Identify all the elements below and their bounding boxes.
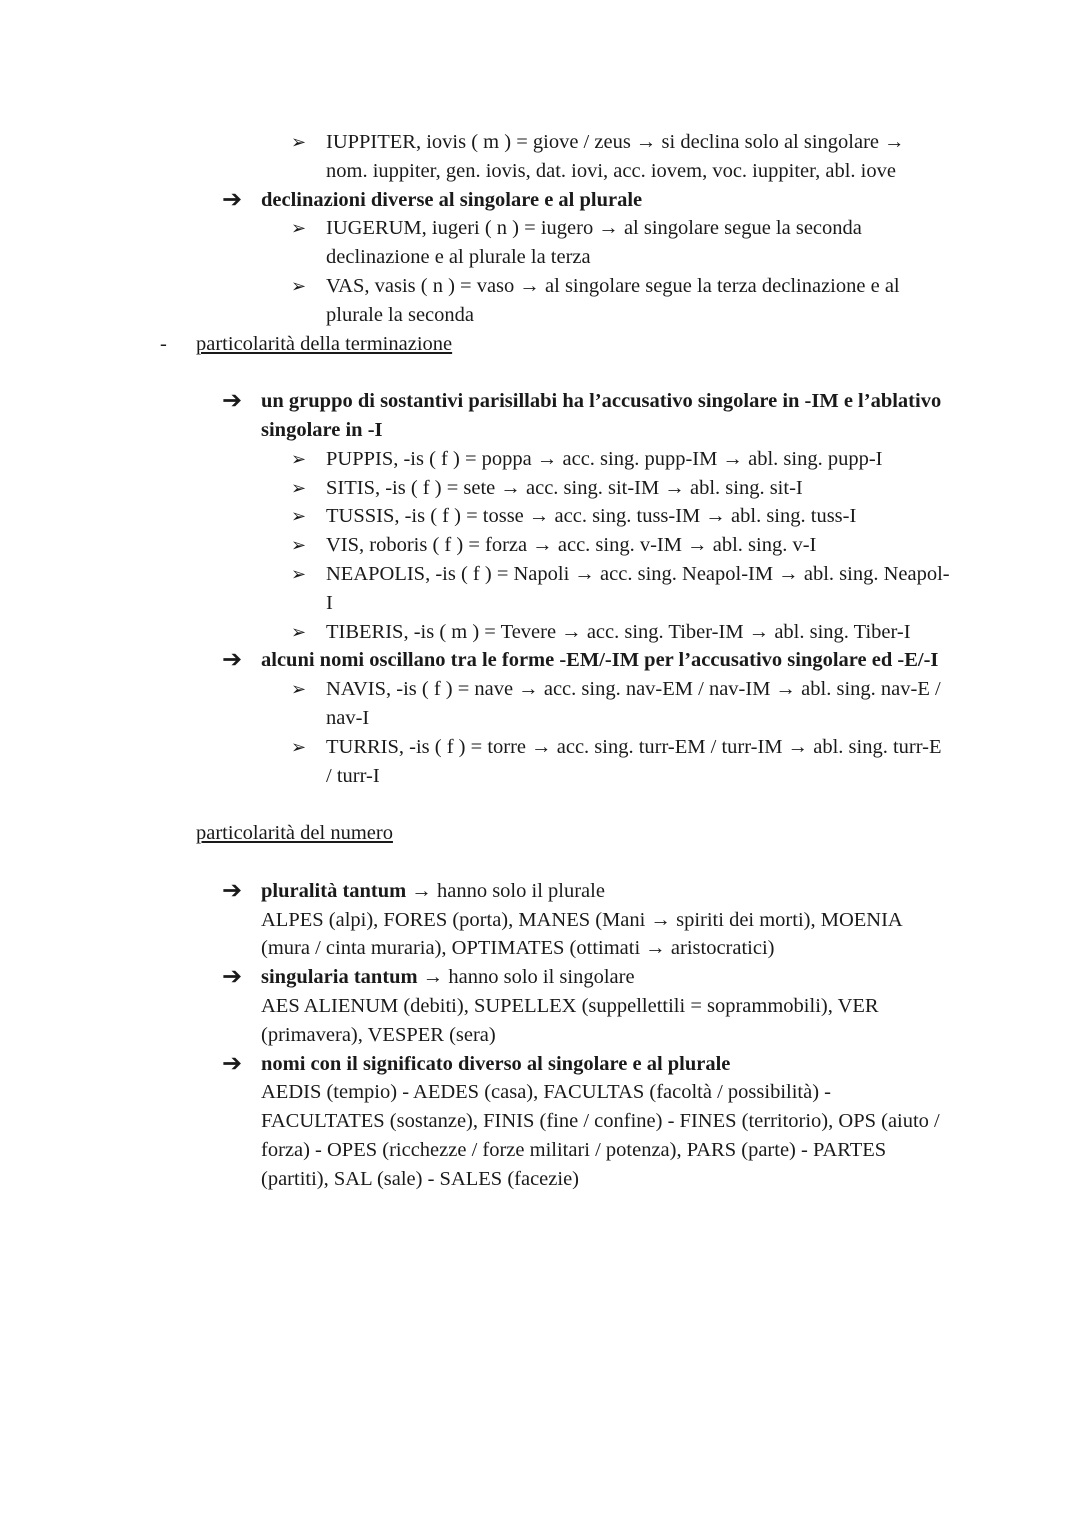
arrow-bullet-icon: ➔ [222, 877, 243, 904]
entry-text: IUPPITER, iovis ( m ) = giove / zeus → si declina solo al singolare → nom. iuppiter, gen. iovis, dat. iovi, acc. iovem, voc. iuppiter, abl. iove [326, 131, 905, 182]
list-item [0, 560, 1080, 618]
spacer [0, 358, 1080, 387]
section-terminazione-title-row [0, 330, 1080, 359]
triangle-bullet-icon: ➢ [291, 679, 307, 700]
spacer [0, 790, 1080, 819]
list-item-group-oscillano [0, 646, 1080, 675]
list-item [0, 214, 1080, 272]
term-heading: singularia tantum [261, 966, 418, 989]
list-item [0, 675, 1080, 733]
entry-text: PUPPIS, -is ( f ) = poppa → acc. sing. pupp-IM → abl. sing. pupp-I [326, 447, 883, 470]
section-heading: un gruppo di sostantivi parisillabi ha l’accusativo singolare in -IM e l’ablativo singolare in -I [261, 390, 942, 441]
triangle-bullet-icon: ➢ [291, 477, 307, 498]
spacer [0, 848, 1080, 877]
triangle-bullet-icon: ➢ [291, 621, 307, 642]
arrow-bullet-icon: ➔ [222, 647, 243, 674]
term-description: → hanno solo il singolare [417, 966, 635, 989]
term-heading: nomi con il significato diverso al singolare e al plurale [261, 1052, 731, 1075]
term-heading: pluralità tantum [261, 879, 407, 902]
arrow-bullet-icon: ➔ [222, 1050, 243, 1077]
triangle-bullet-icon: ➢ [291, 535, 307, 556]
list-item [0, 502, 1080, 531]
list-item [0, 531, 1080, 560]
section-title: particolarità del numero [196, 822, 393, 845]
list-item-group-im [0, 387, 1080, 445]
arrow-bullet-icon: ➔ [222, 388, 243, 415]
triangle-bullet-icon: ➢ [291, 132, 307, 152]
entry-text: NEAPOLIS, -is ( f ) = Napoli → acc. sing. Neapol-IM → abl. sing. Neapol-I [326, 562, 950, 614]
list-item-significato [0, 1050, 1080, 1194]
list-item [0, 445, 1080, 474]
list-item [0, 474, 1080, 503]
triangle-bullet-icon: ➢ [291, 448, 307, 469]
entry-text: VAS, vasis ( n ) = vaso → al singolare segue la terza declinazione e al plurale la seconda [326, 274, 900, 326]
list-item [0, 272, 1080, 330]
list-item-iuppiter [0, 128, 1080, 186]
entry-text: TURRIS, -is ( f ) = torre → acc. sing. turr-EM / turr-IM → abl. sing. turr-E / turr-I [326, 735, 942, 787]
list-item-pluralia [0, 877, 1080, 963]
term-examples: AES ALIENUM (debiti), SUPELLEX (suppellettili = soprammobili), VER (primavera), VESPER (sera) [261, 994, 879, 1046]
arrow-bullet-icon: ➔ [222, 964, 243, 991]
term-examples: AEDIS (tempio) - AEDES (casa), FACULTAS (facoltà / possibilità) - FACULTATES (sostanze), FINIS (fine / confine) - FINES (territorio), OPS (aiuto / forza) - OPES (ricchezze / forze militari / potenza), PARS (parte) - PARTES (partiti), SAL (sale) - SALES (facezie) [261, 1081, 940, 1190]
document-page [0, 128, 1080, 1193]
section-title: particolarità della terminazione [196, 332, 453, 355]
list-item-declinazioni-diverse [0, 186, 1080, 215]
section-numero-title-row [0, 819, 1080, 848]
triangle-bullet-icon: ➢ [291, 563, 307, 584]
triangle-bullet-icon: ➢ [291, 736, 307, 757]
term-examples: ALPES (alpi), FORES (porta), MANES (Mani → spiriti dei morti), MOENIA (mura / cinta muraria), OPTIMATES (ottimati → aristocratici) [261, 908, 902, 960]
dash-bullet-icon: - [160, 332, 167, 355]
section-heading: declinazioni diverse al singolare e al plurale [261, 188, 643, 211]
entry-text: VIS, roboris ( f ) = forza → acc. sing. v-IM → abl. sing. v-I [326, 534, 817, 557]
section-heading: alcuni nomi oscillano tra le forme -EM/-IM per l’accusativo singolare ed -E/-I [261, 649, 939, 672]
term-description: → hanno solo il plurale [406, 879, 605, 902]
triangle-bullet-icon: ➢ [291, 218, 307, 239]
entry-text: TUSSIS, -is ( f ) = tosse → acc. sing. tuss-IM → abl. sing. tuss-I [326, 505, 857, 528]
triangle-bullet-icon: ➢ [291, 275, 307, 296]
entry-text: IUGERUM, iugeri ( n ) = iugero → al singolare segue la seconda declinazione e al plurale la terza [326, 217, 862, 269]
entry-text: SITIS, -is ( f ) = sete → acc. sing. sit-IM → abl. sing. sit-I [326, 476, 803, 499]
triangle-bullet-icon: ➢ [291, 506, 307, 527]
arrow-bullet-icon: ➔ [222, 186, 243, 213]
entry-text: TIBERIS, -is ( m ) = Tevere → acc. sing. Tiber-IM → abl. sing. Tiber-I [326, 620, 911, 643]
list-item [0, 733, 1080, 791]
entry-text: NAVIS, -is ( f ) = nave → acc. sing. nav-EM / nav-IM → abl. sing. nav-E / nav-I [326, 678, 941, 729]
list-item-singularia [0, 963, 1080, 1049]
list-item [0, 618, 1080, 647]
